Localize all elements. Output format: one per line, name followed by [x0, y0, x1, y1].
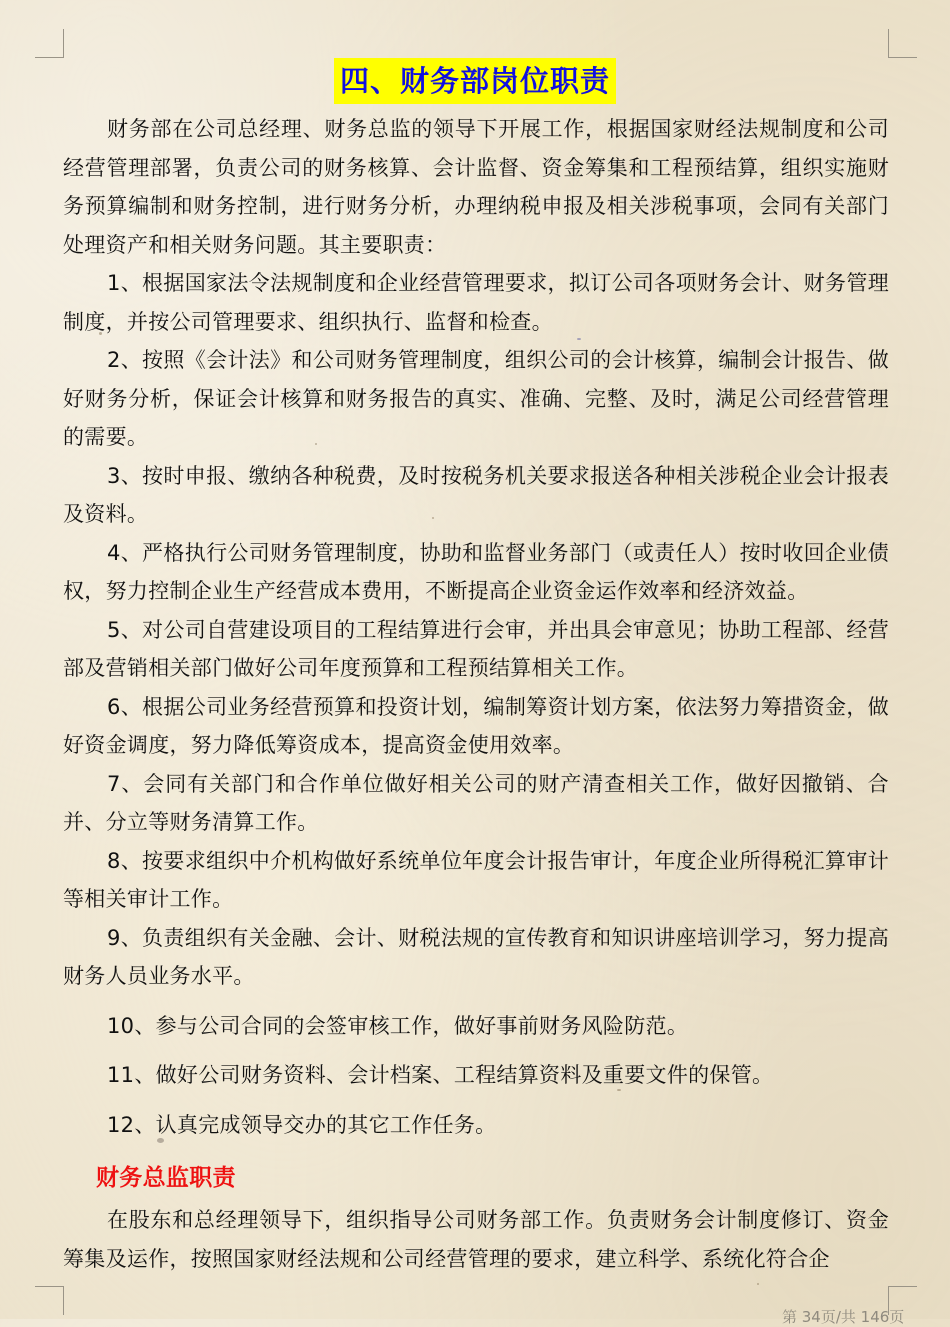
cfo-duties-paragraph: 在股东和总经理领导下，组织指导公司财务部工作。负责财务会计制度修订、资金筹集及运作，按照国家财经法规和公司经营管理的要求，建立科学、系统化符合企 [63, 1208, 889, 1271]
duty-item-3: 3、按时申报、缴纳各种税费，及时按税务机关要求报送各种相关涉税企业会计报表及资料。 [63, 463, 889, 526]
duty-item-10: 10、参与公司合同的会签审核工作，做好事前财务风险防范。 [107, 1013, 689, 1038]
duty-item-5: 5、对公司自营建设项目的工程结算进行会审，并出具会审意见；协助工程部、经营部及营销相关部门做好公司年度预算和工程预结算相关工作。 [63, 617, 889, 680]
page-title: 四、财务部岗位职责 [334, 58, 616, 104]
duty-item-8: 8、按要求组织中介机构做好系统单位年度会计报告审计，年度企业所得税汇算审计等相关审计工作。 [63, 848, 889, 911]
duty-item-6: 6、根据公司业务经营预算和投资计划，编制筹资计划方案，依法努力筹措资金，做好资金调度，努力降低筹资成本，提高资金使用效率。 [63, 694, 889, 757]
duty-item-12: 12、认真完成领导交办的其它工作任务。 [107, 1112, 497, 1137]
title-container [0, 58, 950, 104]
duty-item-2: 2、按照《会计法》和公司财务管理制度，组织公司的会计核算，编制会计报告、做好财务分析，保证会计核算和财务报告的真实、准确、完整、及时，满足公司经营管理的需要。 [63, 348, 889, 449]
crop-mark-top-right [888, 29, 917, 58]
document-body [63, 110, 889, 1278]
crop-mark-bottom-left [35, 1286, 64, 1315]
crop-mark-top-left [35, 29, 64, 58]
duty-item-9: 9、负责组织有关金融、会计、财税法规的宣传教育和知识讲座培训学习，努力提高财务人员业务水平。 [63, 925, 889, 988]
duty-item-7: 7、会同有关部门和合作单位做好相关公司的财产清查相关工作，做好因撤销、合并、分立等财务清算工作。 [63, 771, 889, 834]
intro-paragraph: 财务部在公司总经理、财务总监的领导下开展工作，根据国家财经法规制度和公司经营管理部署，负责公司的财务核算、会计监督、资金筹集和工程预结算，组织实施财务预算编制和财务控制，进行财务分析，办理纳税申报及相关涉税事项，会同有关部门处理资产和相关财务问题。其主要职责： [63, 117, 889, 257]
section-subheading: 财务总监职责 [96, 1165, 236, 1191]
page-number-indicator: 第 34页/共 146页 [782, 1308, 905, 1326]
duty-item-11: 11、做好公司财务资料、会计档案、工程结算资料及重要文件的保管。 [107, 1063, 774, 1087]
duty-item-1: 1、根据国家法令法规制度和企业经营管理要求，拟订公司各项财务会计、财务管理制度，并按公司管理要求、组织执行、监督和检查。 [63, 271, 889, 334]
duty-item-4: 4、严格执行公司财务管理制度，协助和监督业务部门（或责任人）按时收回企业债权，努力控制企业生产经营成本费用，不断提高企业资金运作效率和经济效益。 [63, 540, 889, 603]
paper-speck [757, 1283, 759, 1285]
